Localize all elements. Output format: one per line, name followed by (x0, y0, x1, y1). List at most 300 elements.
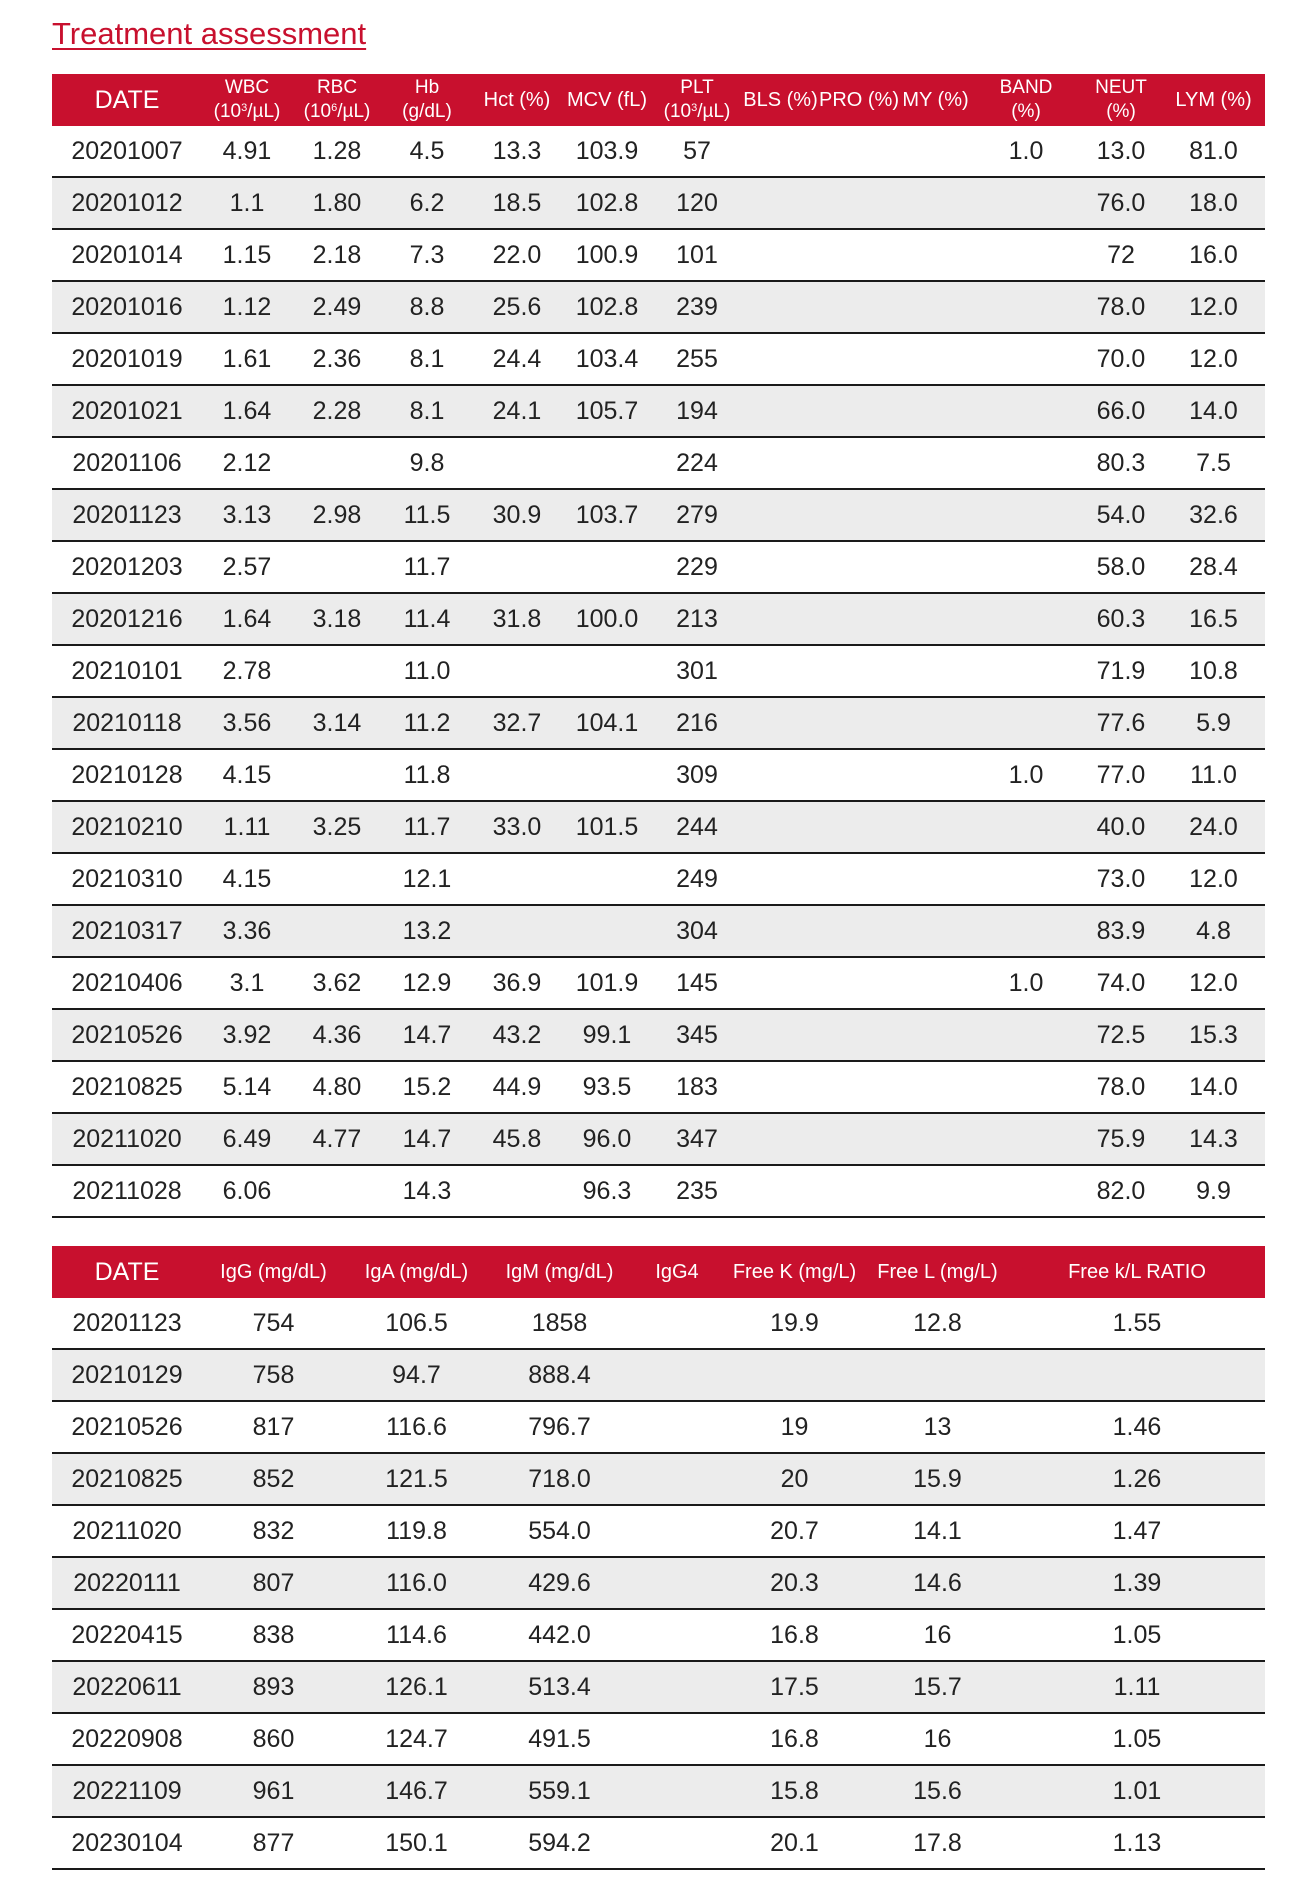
cell-iga: 146.7 (345, 1765, 488, 1817)
header-neut: NEUT (%) (1080, 74, 1162, 126)
cell-hct (472, 1165, 562, 1217)
cell-rbc (292, 541, 382, 593)
cell-hct (472, 645, 562, 697)
cell-lym: 9.9 (1162, 1165, 1265, 1217)
cell-plt: 224 (652, 437, 742, 489)
cell-neut: 78.0 (1080, 281, 1162, 333)
cell-bls (742, 385, 819, 437)
cell-my (899, 1009, 972, 1061)
cell-free-l: 13 (866, 1401, 1009, 1453)
cell-neut: 75.9 (1080, 1113, 1162, 1165)
cell-lym: 16.5 (1162, 593, 1265, 645)
cell-rbc: 4.80 (292, 1061, 382, 1113)
cell-band (972, 645, 1080, 697)
cell-plt: 235 (652, 1165, 742, 1217)
cell-band (972, 1165, 1080, 1217)
cell-hb: 11.7 (382, 541, 472, 593)
cell-lym: 14.0 (1162, 1061, 1265, 1113)
cell-hb: 13.2 (382, 905, 472, 957)
cell-neut: 70.0 (1080, 333, 1162, 385)
cell-igg4 (631, 1713, 723, 1765)
cell-hb: 14.7 (382, 1009, 472, 1061)
cell-band (972, 1061, 1080, 1113)
cell-band: 1.0 (972, 957, 1080, 1009)
cell-igg4 (631, 1298, 723, 1349)
cell-band (972, 1009, 1080, 1061)
cell-kl-ratio: 1.05 (1009, 1609, 1265, 1661)
cell-my (899, 697, 972, 749)
cell-wbc: 1.61 (202, 333, 292, 385)
cell-mcv: 100.0 (562, 593, 652, 645)
cell-hb: 8.1 (382, 385, 472, 437)
cell-plt: 279 (652, 489, 742, 541)
cell-neut: 40.0 (1080, 801, 1162, 853)
cell-plt: 239 (652, 281, 742, 333)
cell-free-k: 17.5 (723, 1661, 866, 1713)
cell-free-k: 19 (723, 1401, 866, 1453)
cell-rbc: 1.28 (292, 126, 382, 177)
cell-lym: 16.0 (1162, 229, 1265, 281)
cell-neut: 77.6 (1080, 697, 1162, 749)
cell-wbc: 4.15 (202, 749, 292, 801)
cell-bls (742, 177, 819, 229)
cell-band (972, 281, 1080, 333)
cell-free-k: 16.8 (723, 1609, 866, 1661)
cell-free-l: 14.1 (866, 1505, 1009, 1557)
cell-date: 20201016 (52, 281, 202, 333)
cell-igm: 513.4 (488, 1661, 631, 1713)
table-row (52, 1661, 1265, 1713)
cell-free-l (866, 1349, 1009, 1401)
cell-igg4 (631, 1609, 723, 1661)
cell-mcv (562, 541, 652, 593)
cell-rbc: 2.28 (292, 385, 382, 437)
cell-igg: 877 (202, 1817, 345, 1869)
cell-date: 20201019 (52, 333, 202, 385)
cell-hb: 15.2 (382, 1061, 472, 1113)
cell-date: 20220611 (52, 1661, 202, 1713)
cell-hb: 9.8 (382, 437, 472, 489)
cell-bls (742, 541, 819, 593)
cell-igg: 832 (202, 1505, 345, 1557)
cell-my (899, 541, 972, 593)
cell-neut: 77.0 (1080, 749, 1162, 801)
cell-pro (819, 177, 899, 229)
cell-mcv (562, 905, 652, 957)
cell-date: 20201012 (52, 177, 202, 229)
cell-lym: 28.4 (1162, 541, 1265, 593)
table-row (52, 853, 1265, 905)
cell-my (899, 957, 972, 1009)
cell-bls (742, 645, 819, 697)
cell-date: 20210317 (52, 905, 202, 957)
table-row (52, 957, 1265, 1009)
cell-neut: 73.0 (1080, 853, 1162, 905)
header-igg: IgG (mg/dL) (202, 1246, 345, 1298)
table-row (52, 801, 1265, 853)
cell-mcv (562, 853, 652, 905)
cell-free-l: 15.7 (866, 1661, 1009, 1713)
header-plt: PLT $(10^3/\mu L)$ (652, 74, 742, 126)
cell-bls (742, 749, 819, 801)
cell-mcv: 93.5 (562, 1061, 652, 1113)
cell-mcv: 96.3 (562, 1165, 652, 1217)
cell-wbc: 2.57 (202, 541, 292, 593)
cell-neut: 72 (1080, 229, 1162, 281)
cell-my (899, 281, 972, 333)
cell-igg: 961 (202, 1765, 345, 1817)
cell-pro (819, 1061, 899, 1113)
cell-igm: 554.0 (488, 1505, 631, 1557)
cell-plt: 145 (652, 957, 742, 1009)
cell-my (899, 333, 972, 385)
cell-hb: 11.2 (382, 697, 472, 749)
cell-pro (819, 957, 899, 1009)
header-bls: BLS (%) (742, 74, 819, 126)
header-igg4: IgG4 (631, 1246, 723, 1298)
cell-band: 1.0 (972, 126, 1080, 177)
cell-plt: 347 (652, 1113, 742, 1165)
cell-my (899, 853, 972, 905)
cbc-table (52, 74, 1265, 1218)
table-row (52, 749, 1265, 801)
cell-wbc: 3.56 (202, 697, 292, 749)
table-row (52, 1113, 1265, 1165)
cell-mcv: 102.8 (562, 177, 652, 229)
cell-iga: 124.7 (345, 1713, 488, 1765)
header-lym: LYM (%) (1162, 74, 1265, 126)
cell-date: 20210526 (52, 1009, 202, 1061)
cell-igg: 852 (202, 1453, 345, 1505)
header-date: DATE (52, 1246, 202, 1298)
cell-hb: 12.9 (382, 957, 472, 1009)
cell-pro (819, 541, 899, 593)
ig-header-row (52, 1246, 1265, 1298)
cell-rbc: 4.36 (292, 1009, 382, 1061)
cell-rbc: 2.98 (292, 489, 382, 541)
cell-my (899, 905, 972, 957)
cell-pro (819, 489, 899, 541)
table-row (52, 1349, 1265, 1401)
header-kl-ratio: Free k/L RATIO (1009, 1246, 1265, 1298)
cell-iga: 150.1 (345, 1817, 488, 1869)
cell-bls (742, 489, 819, 541)
cell-hb: 14.3 (382, 1165, 472, 1217)
cell-igg: 893 (202, 1661, 345, 1713)
cell-date: 20201021 (52, 385, 202, 437)
header-pro: PRO (%) (819, 74, 899, 126)
table-row (52, 1505, 1265, 1557)
cell-pro (819, 645, 899, 697)
cell-lym: 81.0 (1162, 126, 1265, 177)
cell-kl-ratio: 1.55 (1009, 1298, 1265, 1349)
cell-neut: 80.3 (1080, 437, 1162, 489)
cell-iga: 119.8 (345, 1505, 488, 1557)
cell-lym: 5.9 (1162, 697, 1265, 749)
cell-hct (472, 437, 562, 489)
cell-igg: 758 (202, 1349, 345, 1401)
cell-neut: 76.0 (1080, 177, 1162, 229)
cell-pro (819, 333, 899, 385)
cell-bls (742, 333, 819, 385)
cell-igg4 (631, 1349, 723, 1401)
cell-free-k: 20.3 (723, 1557, 866, 1609)
cell-hb: 8.8 (382, 281, 472, 333)
cell-my (899, 126, 972, 177)
cell-rbc: 3.25 (292, 801, 382, 853)
cell-hb: 6.2 (382, 177, 472, 229)
cell-date: 20230104 (52, 1817, 202, 1869)
cell-date: 20201007 (52, 126, 202, 177)
table-row (52, 1165, 1265, 1217)
cell-rbc (292, 905, 382, 957)
cell-lym: 32.6 (1162, 489, 1265, 541)
cell-rbc (292, 853, 382, 905)
table-row (52, 541, 1265, 593)
header-wbc: WBC $(10^3/\mu L)$ (202, 74, 292, 126)
table-row (52, 177, 1265, 229)
header-my: MY (%) (899, 74, 972, 126)
cell-date: 20221109 (52, 1765, 202, 1817)
cell-igm: 594.2 (488, 1817, 631, 1869)
table-row (52, 645, 1265, 697)
cell-hct: 45.8 (472, 1113, 562, 1165)
cell-lym: 11.0 (1162, 749, 1265, 801)
cell-my (899, 749, 972, 801)
cell-date: 20211020 (52, 1113, 202, 1165)
cell-bls (742, 1165, 819, 1217)
cell-free-l: 16 (866, 1713, 1009, 1765)
cell-date: 20211020 (52, 1505, 202, 1557)
table-row (52, 437, 1265, 489)
cell-neut: 74.0 (1080, 957, 1162, 1009)
cell-plt: 345 (652, 1009, 742, 1061)
cell-band (972, 1113, 1080, 1165)
cell-kl-ratio: 1.05 (1009, 1713, 1265, 1765)
cell-iga: 94.7 (345, 1349, 488, 1401)
cell-band (972, 697, 1080, 749)
cell-hct: 22.0 (472, 229, 562, 281)
cell-pro (819, 1113, 899, 1165)
cell-my (899, 489, 972, 541)
cell-igm: 429.6 (488, 1557, 631, 1609)
cell-date: 20211028 (52, 1165, 202, 1217)
cell-rbc: 3.14 (292, 697, 382, 749)
cell-bls (742, 1009, 819, 1061)
cell-iga: 114.6 (345, 1609, 488, 1661)
cell-igm: 796.7 (488, 1401, 631, 1453)
cell-pro (819, 905, 899, 957)
header-free-l: Free L (mg/L) (866, 1246, 1009, 1298)
table-row (52, 385, 1265, 437)
cell-bls (742, 801, 819, 853)
cell-free-l: 14.6 (866, 1557, 1009, 1609)
table-row (52, 1713, 1265, 1765)
cell-bls (742, 593, 819, 645)
cell-free-k: 20 (723, 1453, 866, 1505)
cell-date: 20210128 (52, 749, 202, 801)
cell-lym: 14.3 (1162, 1113, 1265, 1165)
cell-plt: 194 (652, 385, 742, 437)
cell-plt: 120 (652, 177, 742, 229)
page-title: Treatment assessment (52, 16, 367, 51)
cell-band (972, 177, 1080, 229)
cell-hct: 32.7 (472, 697, 562, 749)
cell-my (899, 593, 972, 645)
cell-band (972, 905, 1080, 957)
cell-lym: 14.0 (1162, 385, 1265, 437)
cell-date: 20210526 (52, 1401, 202, 1453)
header-igm: IgM (mg/dL) (488, 1246, 631, 1298)
cell-wbc: 3.92 (202, 1009, 292, 1061)
cell-mcv: 101.5 (562, 801, 652, 853)
table-row (52, 229, 1265, 281)
cell-lym: 24.0 (1162, 801, 1265, 853)
cell-wbc: 1.12 (202, 281, 292, 333)
cell-bls (742, 1061, 819, 1113)
cell-neut: 13.0 (1080, 126, 1162, 177)
cell-iga: 116.6 (345, 1401, 488, 1453)
cell-date: 20210406 (52, 957, 202, 1009)
header-iga: IgA (mg/dL) (345, 1246, 488, 1298)
table-row (52, 126, 1265, 177)
cell-kl-ratio: 1.01 (1009, 1765, 1265, 1817)
cell-igg4 (631, 1661, 723, 1713)
immunoglobulin-table (52, 1246, 1265, 1870)
cell-hct: 30.9 (472, 489, 562, 541)
cell-rbc: 2.49 (292, 281, 382, 333)
cell-hb: 11.5 (382, 489, 472, 541)
cell-hct: 24.1 (472, 385, 562, 437)
cell-pro (819, 385, 899, 437)
cell-rbc (292, 1165, 382, 1217)
cell-bls (742, 1113, 819, 1165)
cell-lym: 12.0 (1162, 957, 1265, 1009)
cell-free-k: 15.8 (723, 1765, 866, 1817)
cell-bls (742, 853, 819, 905)
cell-mcv: 101.9 (562, 957, 652, 1009)
cell-wbc: 4.15 (202, 853, 292, 905)
cell-pro (819, 126, 899, 177)
cell-neut: 78.0 (1080, 1061, 1162, 1113)
cell-wbc: 1.11 (202, 801, 292, 853)
header-hct: Hct (%) (472, 74, 562, 126)
cell-my (899, 801, 972, 853)
cell-free-l: 15.9 (866, 1453, 1009, 1505)
cell-free-l: 12.8 (866, 1298, 1009, 1349)
cell-lym: 10.8 (1162, 645, 1265, 697)
cell-date: 20220908 (52, 1713, 202, 1765)
table-row (52, 1453, 1265, 1505)
cell-lym: 18.0 (1162, 177, 1265, 229)
cell-lym: 4.8 (1162, 905, 1265, 957)
cell-igm: 491.5 (488, 1713, 631, 1765)
cell-pro (819, 853, 899, 905)
cell-mcv: 96.0 (562, 1113, 652, 1165)
cell-rbc: 3.62 (292, 957, 382, 1009)
cell-hb: 12.1 (382, 853, 472, 905)
cell-hb: 4.5 (382, 126, 472, 177)
header-free-k: Free K (mg/L) (723, 1246, 866, 1298)
cell-kl-ratio (1009, 1349, 1265, 1401)
cell-wbc: 6.49 (202, 1113, 292, 1165)
cell-mcv (562, 437, 652, 489)
cell-igm: 442.0 (488, 1609, 631, 1661)
cell-my (899, 1165, 972, 1217)
table-row (52, 1061, 1265, 1113)
cell-band: 1.0 (972, 749, 1080, 801)
cell-plt: 101 (652, 229, 742, 281)
cell-bls (742, 281, 819, 333)
table-row (52, 1817, 1265, 1869)
cell-igm: 559.1 (488, 1765, 631, 1817)
cell-date: 20201216 (52, 593, 202, 645)
cell-lym: 15.3 (1162, 1009, 1265, 1061)
cell-neut: 82.0 (1080, 1165, 1162, 1217)
cell-plt: 57 (652, 126, 742, 177)
cell-plt: 304 (652, 905, 742, 957)
cell-wbc: 6.06 (202, 1165, 292, 1217)
cell-date: 20201106 (52, 437, 202, 489)
cell-neut: 72.5 (1080, 1009, 1162, 1061)
cell-rbc: 4.77 (292, 1113, 382, 1165)
cell-pro (819, 229, 899, 281)
cell-mcv: 103.7 (562, 489, 652, 541)
cell-igg4 (631, 1505, 723, 1557)
cell-date: 20220111 (52, 1557, 202, 1609)
cell-band (972, 801, 1080, 853)
cell-wbc: 4.91 (202, 126, 292, 177)
cell-bls (742, 957, 819, 1009)
cell-free-l: 16 (866, 1609, 1009, 1661)
cell-date: 20201014 (52, 229, 202, 281)
cell-neut: 66.0 (1080, 385, 1162, 437)
cell-date: 20210210 (52, 801, 202, 853)
table-row (52, 1401, 1265, 1453)
cell-mcv: 102.8 (562, 281, 652, 333)
cell-hct: 44.9 (472, 1061, 562, 1113)
cell-mcv (562, 749, 652, 801)
cell-rbc: 3.18 (292, 593, 382, 645)
cell-my (899, 1113, 972, 1165)
header-date: DATE (52, 74, 202, 126)
cell-iga: 106.5 (345, 1298, 488, 1349)
cell-igg4 (631, 1817, 723, 1869)
table-row (52, 333, 1265, 385)
cell-pro (819, 593, 899, 645)
cell-mcv: 100.9 (562, 229, 652, 281)
cell-free-k: 19.9 (723, 1298, 866, 1349)
cell-rbc: 1.80 (292, 177, 382, 229)
cell-date: 20210118 (52, 697, 202, 749)
cell-hct: 31.8 (472, 593, 562, 645)
cell-plt: 309 (652, 749, 742, 801)
cell-lym: 12.0 (1162, 853, 1265, 905)
cell-igg4 (631, 1453, 723, 1505)
cell-wbc: 1.15 (202, 229, 292, 281)
cell-mcv (562, 645, 652, 697)
cell-wbc: 2.12 (202, 437, 292, 489)
cell-mcv: 99.1 (562, 1009, 652, 1061)
cell-hct: 18.5 (472, 177, 562, 229)
cell-band (972, 333, 1080, 385)
cell-igg: 860 (202, 1713, 345, 1765)
cell-kl-ratio: 1.39 (1009, 1557, 1265, 1609)
cell-hct: 13.3 (472, 126, 562, 177)
cell-hct (472, 749, 562, 801)
cell-band (972, 593, 1080, 645)
cell-plt: 249 (652, 853, 742, 905)
